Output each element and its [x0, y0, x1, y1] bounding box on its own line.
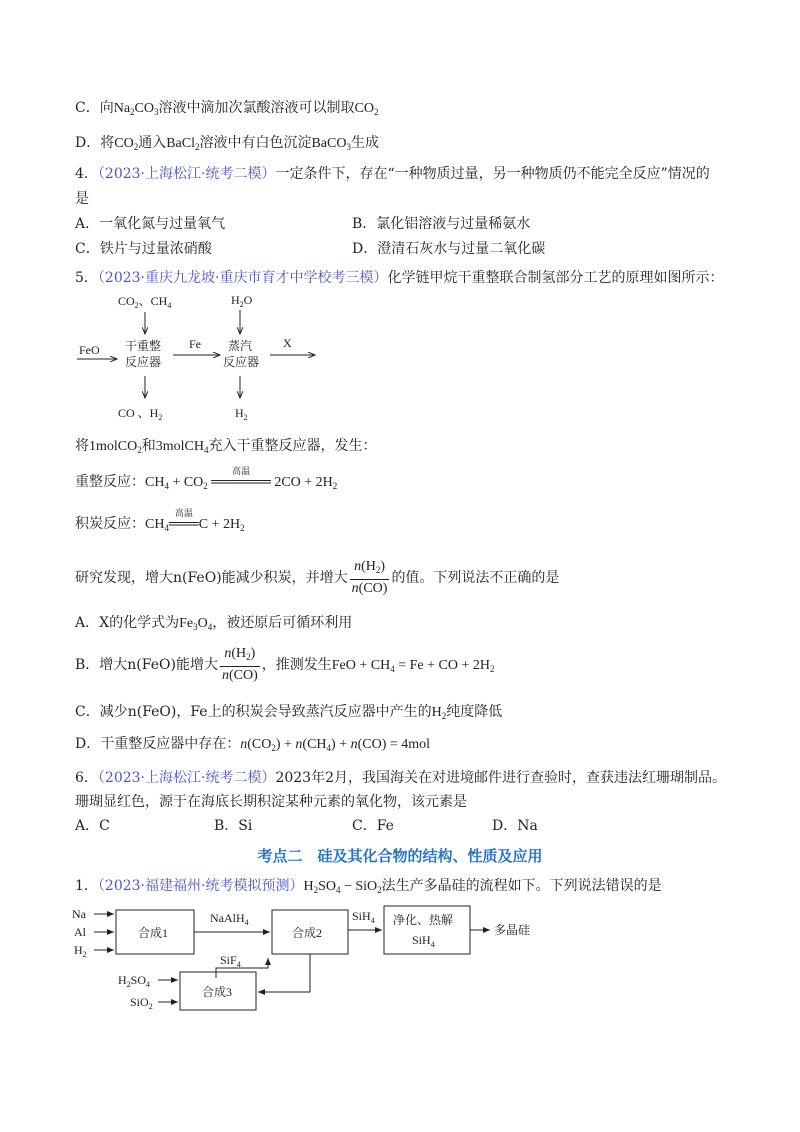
svg-text:SiF4: SiF$_4$	[220, 953, 241, 969]
svg-text:合成2: 合成2	[292, 926, 323, 940]
q5-option-a: A．X的化学式为$Fe_3O_4$，被还原后可循环利用	[75, 615, 353, 632]
q4-option-a: A．一氧化氮与过量氧气	[75, 216, 226, 232]
svg-text:合成1: 合成1	[138, 926, 169, 940]
q6-option-b: B．Si	[214, 818, 253, 834]
q4-source: （2023·上海松江·统考二模）	[97, 166, 276, 182]
q4-option-b: B．氯化铝溶液与过量稀氨水	[352, 216, 531, 232]
q4-option-d: D．澄清石灰水与过量二氧化碳	[352, 241, 546, 257]
q5-reactor2-line2: 反应器	[223, 355, 260, 369]
q4-option-c: C．铁片与过量浓硝酸	[75, 241, 212, 257]
q4-stem-cont: 是	[75, 191, 89, 207]
svg-text:合成3: 合成3	[202, 985, 233, 999]
q1-source: （2023·福建福州·统考模拟预测）	[97, 878, 304, 894]
svg-text:净化、热解: 净化、热解	[393, 913, 454, 927]
q5-option-d: D．干重整反应器中存在：$n(CO_2) + n(CH_4) + n(CO) = 4mol$	[75, 736, 431, 753]
q6-options	[75, 816, 740, 836]
q5-carbon-reaction: 积炭反应：$CH_4═══$ 高温 $C + 2H_2$	[75, 508, 245, 533]
q1-input-al: Al	[74, 925, 86, 939]
q5-input-co2-ch4: $CO_2$、$CH_4$	[118, 294, 172, 310]
q4-options-ab	[75, 214, 740, 234]
q1-flow-diagram	[70, 900, 550, 1025]
svg-text:NaAlH4: NaAlH$_4$	[210, 911, 249, 927]
q4-stem: 4．（2023·上海松江·统考二模）一定条件下，存在“一种物质过量，另一种物质仍不能完全反应”情况的	[75, 166, 710, 182]
q5-process-diagram	[75, 290, 335, 425]
q3-option-c: C．向$Na_2CO_3$溶液中滴加次氯酸溶液可以制取$CO_2$	[75, 100, 379, 117]
svg-text:H2: $H_2$	[74, 943, 87, 959]
q6-stem-cont: 珊瑚显红色，源于在海底长期积淀某种元素的氧化物，该元素是	[75, 794, 467, 810]
svg-text:H2SO4: $H_2SO_4$	[118, 973, 151, 989]
q6-stem: 6．（2023·上海松江·统考二模）2023年2月，我国海关在对进境邮件进行查验时，查获违法红珊瑚制品。	[75, 770, 726, 786]
svg-text:SiO2: SiO$_2$	[130, 995, 153, 1011]
q1-product: 多晶硅	[494, 923, 531, 937]
q5-feo-label: FeO	[79, 343, 100, 357]
q5-reactor1-line2: 反应器	[125, 355, 162, 369]
q5-output2: $H_2$	[235, 406, 248, 422]
q5-option-b: B．增大n(FeO)能增大 $\frac{n(H_2)}{n(CO)}$ ，推测发生FeO + $CH_4 = Fe$ + CO + $2H_2$	[75, 646, 495, 683]
q3-option-d: D．将$CO_2$通入BaCl$_2$溶液中有白色沉淀BaCO$_3$生成	[75, 135, 379, 152]
q5-stem: 5．（2023·重庆九龙坡·重庆市育才中学校考三模）化学链甲烷干重整联合制氢部分工艺的原理如图所示：	[75, 270, 724, 286]
q5-reactor1-line1: 干重整	[125, 339, 162, 353]
q5-reactor2-line1: 蒸汽	[228, 339, 253, 353]
q5-charge: 将1molCO$_2$和3molCH$_4$充入干重整反应器，发生：	[75, 438, 377, 455]
q1-input-na: Na	[72, 907, 86, 921]
q4-options-cd	[75, 239, 740, 259]
svg-text:SiH4: SiH$_4$	[352, 909, 375, 925]
q1-stem: 1．（2023·福建福州·统考模拟预测）$H_2SO_4 - SiO_2$法生产多晶硅的流程如下。下列说法错误的是	[75, 878, 662, 895]
q6-option-d: D．Na	[492, 818, 538, 834]
q1-input-h2: H	[74, 943, 83, 957]
section-title: 考点二 硅及其化合物的结构、性质及应用	[257, 847, 543, 865]
q5-source: （2023·重庆九龙坡·重庆市育才中学校考三模）	[97, 270, 388, 286]
q5-input-h2o: $H_2O$	[231, 293, 253, 309]
q6-source: （2023·上海松江·统考二模）	[97, 770, 276, 786]
q5-x-label: X	[283, 336, 292, 350]
q6-option-c: C．Fe	[352, 818, 394, 834]
svg-text:SiH4: SiH$_4$	[412, 933, 435, 949]
q5-option-c: C．减少n(FeO)，Fe上的积炭会导致蒸汽反应器中产生的$H_2$纯度降低	[75, 704, 503, 721]
q5-fe-label: Fe	[189, 337, 201, 351]
q6-option-a: A．C	[75, 818, 110, 834]
q5-reforming-reaction: 重整反应：$CH_4 + CO_2$ ══════ 高温 $2CO + 2H_2$	[75, 466, 338, 491]
q5-finding: 研究发现，增大n(FeO)能减少积炭，并增大 $\frac{n(H_2)}{n(CO)}$ 的值。下列说法不正确的是	[75, 559, 560, 596]
q5-output1: CO 、$H_2$	[118, 406, 163, 422]
